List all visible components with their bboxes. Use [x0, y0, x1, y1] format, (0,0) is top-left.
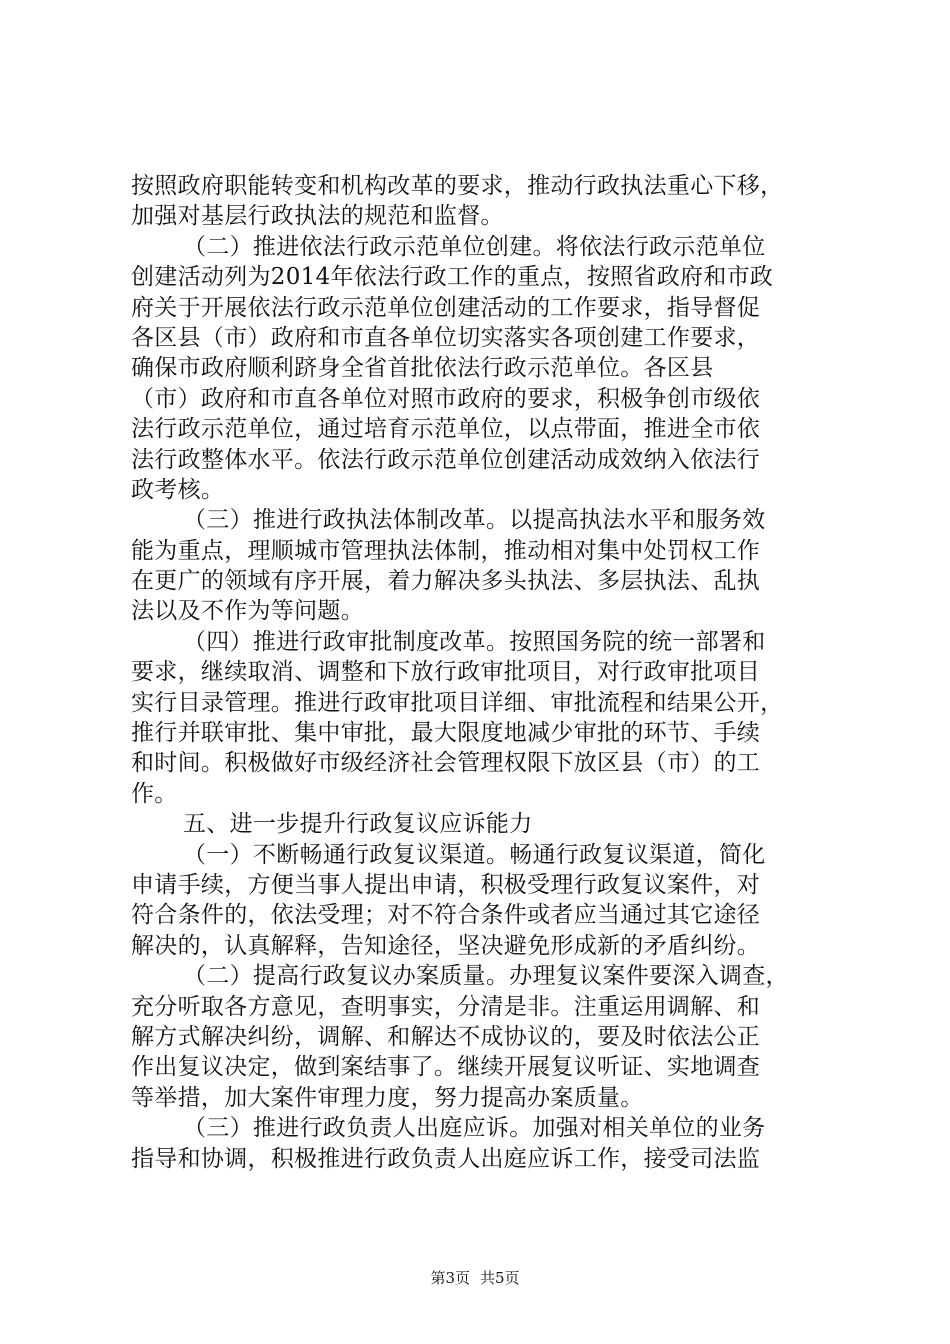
text-line: （一）不断畅通行政复议渠道。畅通行政复议渠道，简化: [183, 841, 766, 868]
text-line: 法以及不作为等问题。: [131, 598, 364, 625]
text-line: 确保市政府顺利跻身全省首批依法行政示范单位。各区县: [131, 355, 714, 382]
page-total: 共5页: [480, 1269, 520, 1287]
text-line: 能为重点，理顺城市管理执法体制，推动相对集中处罚权工作: [131, 537, 761, 564]
text-line: 法行政整体水平。依法行政示范单位创建活动成效纳入依法行: [131, 446, 761, 473]
text-line: 创建活动列为2014年依法行政工作的重点，按照省政府和市政: [131, 264, 774, 291]
text-line: 在更广的领域有序开展，着力解决多头执法、多层执法、乱执: [131, 568, 761, 595]
text-line: 实行目录管理。推进行政审批项目详细、审批流程和结果公开，: [131, 689, 784, 716]
text-line: （市）政府和市直各单位对照市政府的要求，积极争创市级依: [131, 385, 761, 412]
text-line: （二）提高行政复议办案质量。办理复议案件要深入调查，: [183, 963, 789, 990]
text-line: 充分听取各方意见，查明事实，分清是非。注重运用调解、和: [131, 993, 761, 1020]
text-line: 作。: [131, 780, 178, 807]
text-line: （三）推进行政负责人出庭应诉。加强对相关单位的业务: [183, 1115, 766, 1142]
text-line: 五、进一步提升行政复议应诉能力: [183, 811, 533, 838]
text-line: （三）推进行政执法体制改革。以提高执法水平和服务效: [183, 507, 766, 534]
text-line: 解方式解决纠纷，调解、和解达不成协议的，要及时依法公正: [131, 1023, 761, 1050]
text-line: 府关于开展依法行政示范单位创建活动的工作要求，指导督促: [131, 294, 761, 321]
text-line: 法行政示范单位，通过培育示范单位，以点带面，推进全市依: [131, 416, 761, 443]
text-line: 按照政府职能转变和机构改革的要求，推动行政执法重心下移，: [131, 173, 784, 199]
text-line: 申请手续，方便当事人提出申请，积极受理行政复议案件，对: [131, 871, 761, 898]
page-number: 第3页: [430, 1269, 470, 1287]
text-line: （四）推进行政审批制度改革。按照国务院的统一部署和: [183, 628, 766, 655]
text-line: （二）推进依法行政示范单位创建。将依法行政示范单位: [183, 233, 766, 260]
text-line: 符合条件的，依法受理；对不符合条件或者应当通过其它途径: [131, 902, 761, 929]
text-line: 政考核。: [131, 476, 225, 503]
text-line: 等举措，加大案件审理力度，努力提高办案质量。: [131, 1084, 644, 1111]
text-line: 加强对基层行政执法的规范和监督。: [131, 203, 504, 230]
text-line: 解决的，认真解释，告知途径，坚决避免形成新的矛盾纠纷。: [131, 932, 761, 959]
page-footer: [0, 1268, 950, 1288]
text-line: 作出复议决定，做到案结事了。继续开展复议听证、实地调查: [131, 1054, 761, 1081]
text-line: 推行并联审批、集中审批，最大限度地减少审批的环节、手续: [131, 720, 761, 747]
text-line: 和时间。积极做好市级经济社会管理权限下放区县（市）的工: [131, 750, 761, 777]
text-line: 指导和协调，积极推进行政负责人出庭应诉工作，接受司法监: [131, 1145, 761, 1172]
document-body: [131, 171, 831, 1174]
text-line: 各区县（市）政府和市直各单位切实落实各项创建工作要求，: [131, 324, 761, 351]
text-line: 要求，继续取消、调整和下放行政审批项目，对行政审批项目: [131, 659, 761, 686]
